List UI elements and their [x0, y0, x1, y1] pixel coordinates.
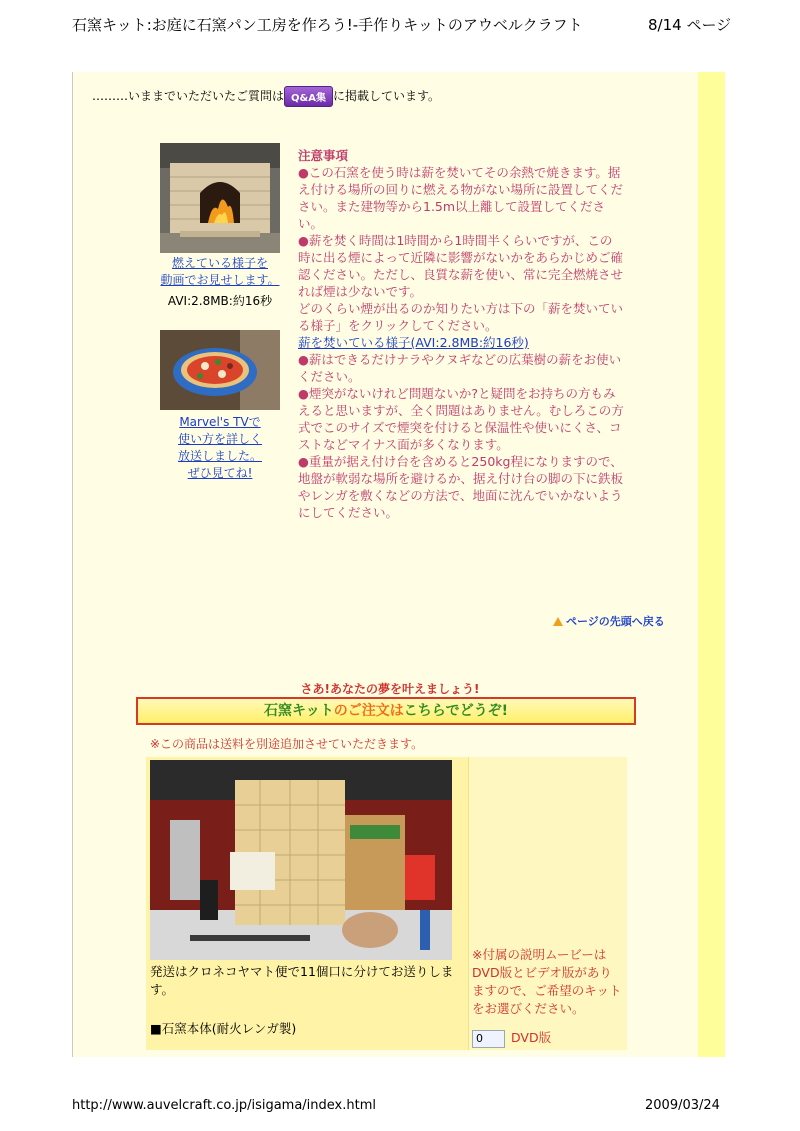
back-to-top-link[interactable]: [553, 613, 665, 629]
note-p1: ●この石窯を使う時は薪を焚いてその余熱で焼きます。据え付ける場所の回りに燃える物がない場所に設置してください。また建物等から1.5m以上離して設置してください。: [298, 165, 624, 231]
tv-link-line1[interactable]: Marvel's TVで: [179, 415, 261, 429]
order-banner[interactable]: [136, 697, 636, 725]
notes-title: 注意事項: [298, 148, 349, 163]
banner-part3: こちらでどうぞ!: [403, 703, 508, 719]
video-link[interactable]: [150, 255, 290, 289]
dvd-order-row: [472, 1028, 551, 1048]
shipping-text: 発送はクロネコヤマト便で11個口に分けてお送りします。: [150, 964, 454, 997]
side-strip: [698, 72, 725, 1057]
note-p3: どのくらい煙が出るのか知りたい方は下の「薪を焚いている様子」をクリックしてください。: [298, 301, 624, 333]
pizza-photo[interactable]: [160, 330, 280, 410]
burning-kiln-photo[interactable]: [160, 143, 280, 253]
burning-video-link[interactable]: 薪を焚いている様子(AVI:2.8MB:約16秒): [298, 335, 529, 350]
dvd-quantity-input[interactable]: 0: [472, 1030, 505, 1048]
document-title: 石窯キット:お庭に石窯パン工房を作ろう!-手作りキットのアウベルクラフト: [72, 16, 583, 34]
banner-part2: のご注文は: [333, 703, 404, 719]
video-link-line1[interactable]: 燃えている様子を: [171, 256, 268, 270]
tv-link-line2[interactable]: 使い方を詳しく: [177, 432, 262, 446]
tv-link-line3[interactable]: 放送しました。: [177, 449, 262, 463]
footer-date: 2009/03/24: [645, 1098, 720, 1113]
qa-line: [92, 86, 440, 107]
footer-url: http://www.auvelcraft.co.jp/isigama/index.html: [72, 1098, 376, 1113]
video-link-line2[interactable]: 動画でお見せします。: [160, 273, 280, 287]
qa-button[interactable]: Q&A集: [284, 86, 333, 107]
movie-note: ※付属の説明ムービーはDVD版とビデオ版がありますので、ご希望のキットをお選びください。: [472, 947, 622, 1016]
qa-prefix: ………いままでいただいたご質問は: [92, 89, 285, 103]
video-info: AVI:2.8MB:約16秒: [167, 294, 273, 308]
tv-link[interactable]: [150, 414, 290, 482]
page-indicator: 8/14 ページ: [648, 16, 732, 34]
note-p6: ●重量が据え付け台を含めると250kg程になりますので、地盤が軟弱な場所を避けるか、据え付け台の脚の下に鉄板やレンガを敷くなどの方法で、地面に沈んでいかないようにしてください。: [298, 454, 624, 520]
note-p2: ●薪を焚く時間は1時間から1時間半くらいですが、この時に出る煙によって近隣に影響がないかをあらかじめご確認ください。ただし、良質な薪を使い、常に完全燃焼させれば煙は少ないです。: [298, 233, 624, 299]
up-triangle-icon: [553, 617, 563, 626]
dream-heading: さあ!あなたの夢を叶えましょう!: [300, 682, 480, 696]
note-p5: ●煙突がないけれど問題ないか?と疑問をお持ちの方もみえると思いますが、全く問題はありません。むしろこの方式でこのサイズで煙突を付けると保温性や使いにくさ、コストなどマイナス面が多くなります。: [298, 386, 624, 452]
kit-body-item: ■石窯本体(耐火レンガ製): [150, 1021, 297, 1036]
caution-notes: [298, 147, 624, 521]
shipping-note: ※この商品は送料を別途追加させていただきます。: [150, 737, 424, 751]
note-p4: ●薪はできるだけナラやクヌギなどの広葉樹の薪をお使いください。: [298, 352, 622, 384]
kit-contents-photo: [150, 760, 452, 960]
banner-part1: 石窯キット: [264, 703, 334, 719]
tv-link-line4[interactable]: ぜひ見てね!: [187, 466, 253, 480]
dvd-label: DVD版: [511, 1030, 552, 1045]
back-to-top-label: ページの先頭へ戻る: [566, 615, 665, 628]
qa-suffix: に掲載しています。: [332, 89, 441, 103]
